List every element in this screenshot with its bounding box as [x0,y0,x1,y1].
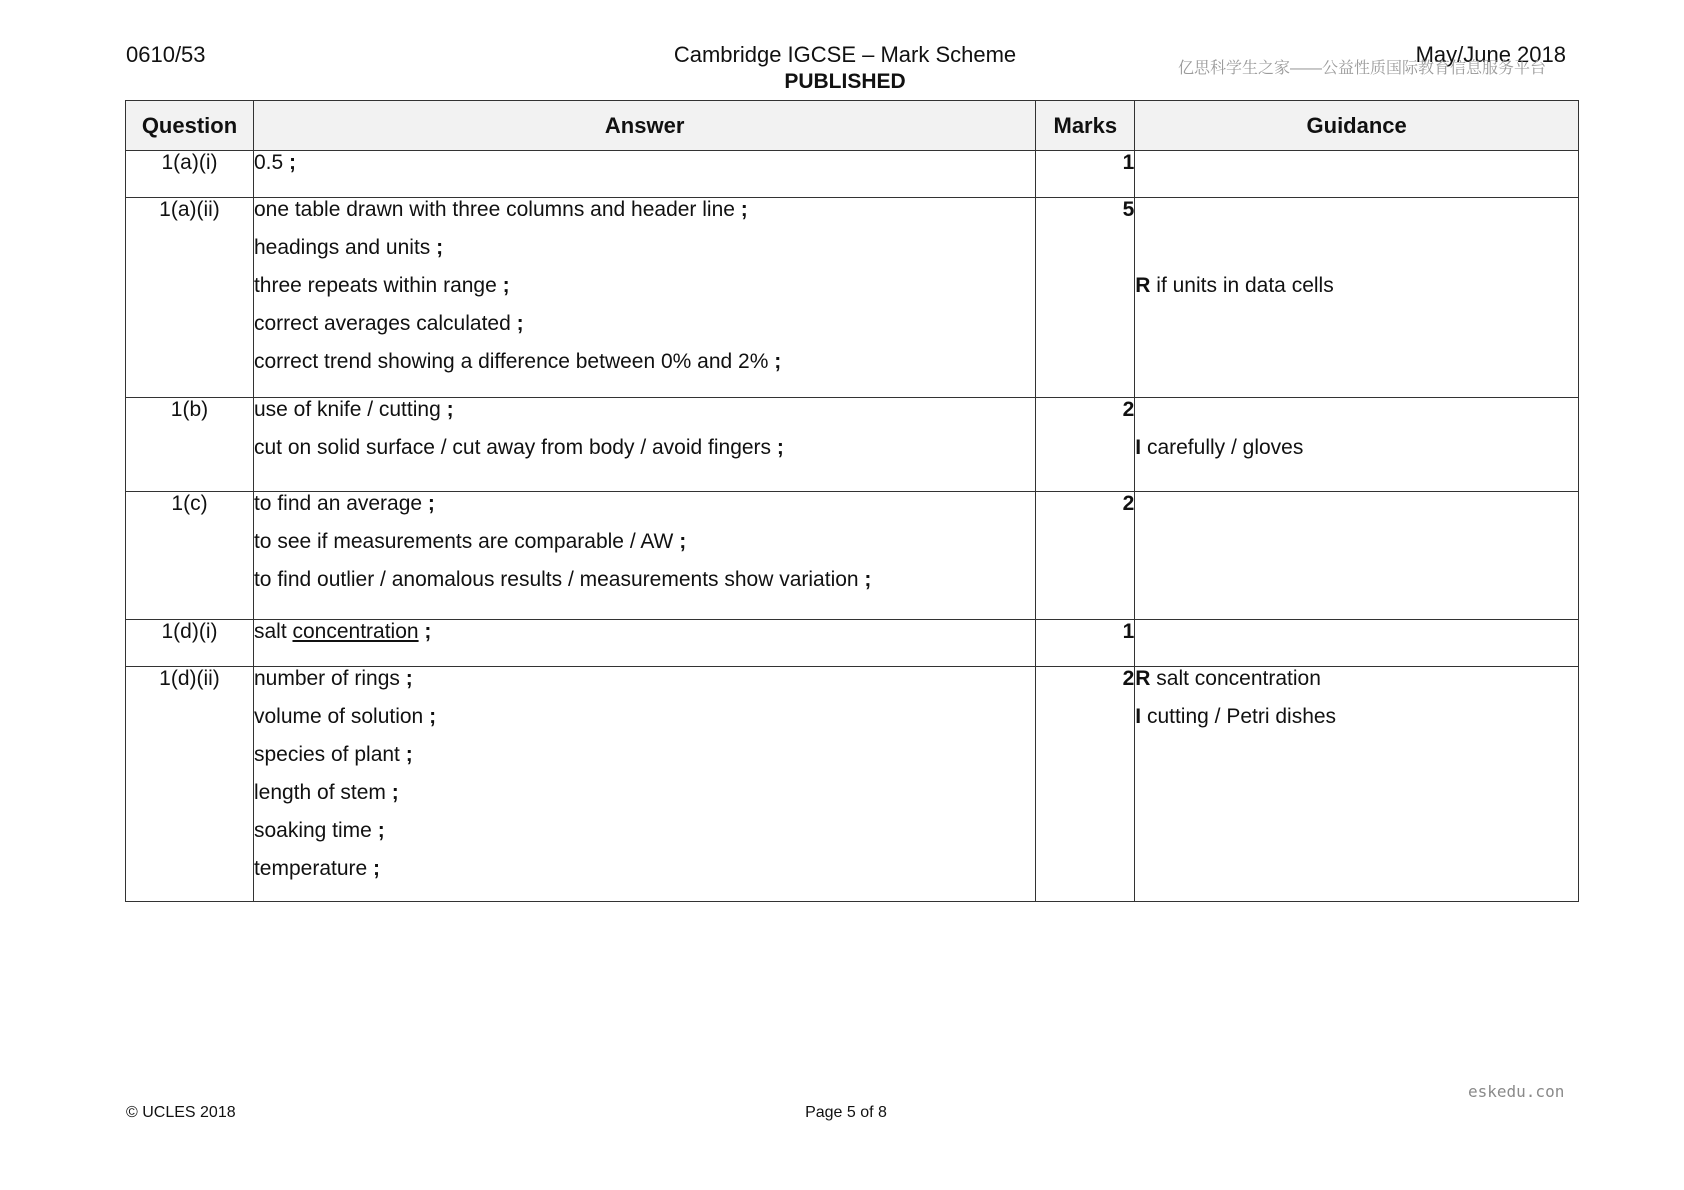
guidance-text: cutting / Petri dishes [1141,705,1337,728]
marking-point-separator: ; [734,198,748,221]
answer-line [254,398,1035,436]
table-body [126,151,1579,902]
answer-text: to see if measurements are comparable / AW [253,530,674,553]
answer-line [254,530,1035,568]
answer-cell [253,667,1035,902]
marking-point-separator: ; [418,620,432,643]
guidance-line [1135,705,1578,743]
guidance-cell [1135,620,1579,667]
document-code: 0610/53 [126,42,206,67]
guidance-line [1135,667,1578,705]
answer-line [254,620,1035,658]
answer-text: number of rings [253,667,400,690]
guidance-line [1135,436,1578,474]
answer-line [254,151,1035,189]
answer-text: three repeats within range [253,274,497,297]
site-watermark: eskedu.con [1468,1082,1565,1101]
guidance-spacer [1135,236,1578,274]
answer-text: temperature [253,857,368,880]
document-title: Cambridge IGCSE – Mark Scheme [673,42,1017,67]
answer-cell [253,398,1035,492]
question-number: 1(c) [126,492,254,620]
answer-text: use of knife / cutting [253,398,441,421]
marking-point-separator: ; [858,568,872,591]
guidance-line [1135,274,1578,312]
marks-value: 2 [1036,398,1135,492]
answer-cell [253,492,1035,620]
answer-text: length of stem [253,781,386,804]
guidance-code: R [1135,667,1151,690]
question-number: 1(d)(ii) [126,667,254,902]
guidance-spacer [1135,398,1578,436]
question-number: 1(b) [126,398,254,492]
page-number: Page 5 of 8 [805,1104,887,1121]
answer-text: cut on solid surface / cut away from body / avoid fingers [253,436,772,459]
answer-underlined-term: concentration [292,620,419,643]
column-header-answer: Answer [253,101,1035,151]
guidance-text: salt concentration [1150,667,1321,690]
answer-text: salt [253,620,293,643]
guidance-cell [1135,198,1579,398]
guidance-code: I [1135,436,1142,459]
answer-text: one table drawn with three columns and header line [253,198,735,221]
marking-point-separator: ; [430,236,444,259]
column-header-marks: Marks [1036,101,1135,151]
guidance-cell [1135,151,1579,198]
marking-point-separator: ; [496,274,510,297]
answer-text: soaking time [253,819,372,842]
table-row [126,151,1579,198]
table-row [126,620,1579,667]
table-header-row [126,101,1579,151]
answer-line [254,819,1035,857]
answer-line [254,568,1035,606]
answer-line [254,312,1035,350]
guidance-cell [1135,398,1579,492]
table-row [126,492,1579,620]
guidance-cell [1135,492,1579,620]
guidance-cell [1135,667,1579,902]
marking-point-separator: ; [771,436,784,459]
published-label: PUBLISHED [784,70,906,93]
marks-value: 2 [1036,492,1135,620]
answer-text: headings and units [253,236,431,259]
answer-text: correct averages calculated [253,312,511,335]
answer-cell [253,620,1035,667]
answer-text: species of plant [253,743,400,766]
marking-point-separator: ; [283,151,296,174]
marking-point-separator: ; [371,819,385,842]
answer-cell [253,151,1035,198]
answer-line [254,781,1035,819]
answer-text: correct trend showing a difference between 0% and 2% [253,350,769,373]
question-number: 1(a)(i) [126,151,254,198]
column-header-guidance: Guidance [1135,101,1579,151]
guidance-text: if units in data cells [1150,274,1334,297]
marking-point-separator: ; [399,743,413,766]
marking-point-separator: ; [510,312,524,335]
table-row [126,667,1579,902]
answer-text: to find an average [253,492,423,515]
marking-point-separator: ; [768,350,782,373]
answer-cell [253,198,1035,398]
answer-text: 0.5 [253,151,284,174]
answer-text: to find outlier / anomalous results / measurements show variation [253,568,859,591]
marking-point-separator: ; [440,398,454,421]
marking-point-separator: ; [367,857,381,880]
answer-line [254,350,1035,388]
watermark-text: 亿思科学生之家——公益性质国际教育信息服务平台 [1178,60,1547,77]
answer-line [254,198,1035,236]
answer-line [254,857,1035,895]
question-number: 1(d)(i) [126,620,254,667]
copyright-notice: © UCLES 2018 [126,1104,236,1121]
marks-value: 1 [1036,620,1135,667]
marking-point-separator: ; [673,530,687,553]
marking-point-separator: ; [399,667,413,690]
column-header-question: Question [126,101,254,151]
marks-value: 1 [1036,151,1135,198]
mark-scheme-table [125,100,1579,902]
guidance-code: I [1135,705,1142,728]
table-row [126,198,1579,398]
marking-point-separator: ; [423,705,437,728]
answer-line [254,492,1035,530]
marking-point-separator: ; [385,781,399,804]
marks-value: 5 [1036,198,1135,398]
answer-line [254,236,1035,274]
table-row [126,398,1579,492]
question-number: 1(a)(ii) [126,198,254,398]
marks-value: 2 [1036,667,1135,902]
answer-line [254,743,1035,781]
answer-text: volume of solution [253,705,424,728]
marking-point-separator: ; [422,492,435,515]
guidance-spacer [1135,198,1578,236]
answer-line [254,705,1035,743]
guidance-code: R [1135,274,1151,297]
answer-line [254,436,1035,474]
exam-session: May/June 2018 [1415,42,1566,67]
answer-line [254,274,1035,312]
guidance-text: carefully / gloves [1141,436,1304,459]
answer-line [254,667,1035,705]
